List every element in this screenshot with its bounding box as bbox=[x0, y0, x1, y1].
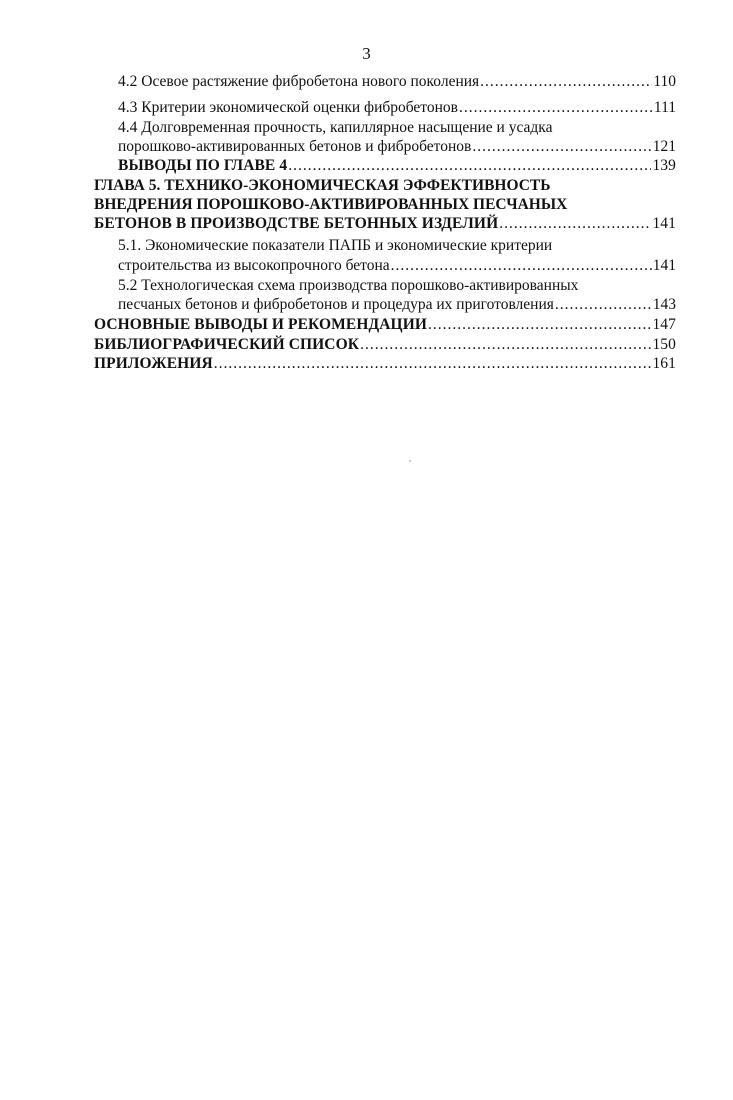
toc-chapter5-line1: ГЛАВА 5. ТЕХНИКО-ЭКОНОМИЧЕСКАЯ ЭФФЕКТИВНОСТЬ bbox=[94, 177, 551, 194]
toc-entry-title: БИБЛИОГРАФИЧЕСКИЙ СПИСОК bbox=[94, 336, 360, 353]
toc-entry-4-3[interactable] bbox=[118, 98, 676, 117]
toc-entry-title: песчаных бетонов и фибробетонов и процедура их приготовления bbox=[118, 296, 554, 313]
toc-entry-4-4-line1: 4.4 Долговременная прочность, капиллярное насыщение и усадка bbox=[118, 119, 553, 136]
toc-entry-5-2[interactable] bbox=[118, 295, 676, 314]
page-number: 3 bbox=[362, 44, 371, 63]
toc-entry-page: 139 bbox=[652, 157, 676, 174]
toc-entry-5-2-line1: 5.2 Технологическая схема производства порошково-активированных bbox=[118, 277, 579, 294]
toc-leader-dots bbox=[499, 214, 651, 233]
toc-entry-page: 150 bbox=[652, 336, 676, 353]
toc-entry-appendices[interactable] bbox=[94, 354, 676, 373]
toc-entry-5-1-line1: 5.1. Экономические показатели ПАПБ и экономические критерии bbox=[118, 237, 553, 254]
toc-entry-title: строительства из высокопрочного бетона bbox=[118, 257, 390, 274]
toc-entry-chapter5[interactable] bbox=[94, 214, 676, 233]
toc-entry-4-4[interactable] bbox=[118, 137, 676, 156]
toc-entry-title: 4.3 Критерии экономической оценки фибробетонов bbox=[118, 99, 458, 116]
toc-entry-page: 161 bbox=[652, 355, 676, 372]
toc-leader-dots bbox=[214, 354, 652, 373]
toc-entry-page: 110 bbox=[653, 73, 676, 90]
toc-leader-dots bbox=[391, 256, 652, 275]
toc-leader-dots bbox=[428, 315, 651, 334]
toc-entry-conclusions-ch4[interactable] bbox=[118, 156, 676, 175]
toc-entry-title: ПРИЛОЖЕНИЯ bbox=[94, 355, 213, 372]
toc-entry-page: 141 bbox=[652, 257, 676, 274]
toc-entry-title: БЕТОНОВ В ПРОИЗВОДСТВЕ БЕТОННЫХ ИЗДЕЛИЙ bbox=[94, 215, 499, 232]
toc-leader-dots bbox=[288, 156, 651, 175]
toc-entry-page: 111 bbox=[653, 99, 676, 116]
toc-leader-dots bbox=[480, 72, 652, 91]
scan-speck bbox=[409, 460, 411, 462]
toc-entry-page: 147 bbox=[652, 316, 676, 333]
toc-leader-dots bbox=[360, 335, 651, 354]
toc-entry-page: 143 bbox=[652, 296, 676, 313]
toc-entry-title: порошково-активированных бетонов и фибробетонов bbox=[118, 138, 472, 155]
toc-leader-dots bbox=[472, 137, 651, 156]
toc-entry-page: 121 bbox=[652, 138, 676, 155]
toc-chapter5-line2: ВНЕДРЕНИЯ ПОРОШКОВО-АКТИВИРОВАННЫХ ПЕСЧАНЫХ bbox=[94, 196, 568, 213]
toc-entry-title: ВЫВОДЫ ПО ГЛАВЕ 4 bbox=[118, 157, 288, 174]
toc-entry-4-2[interactable] bbox=[118, 72, 676, 91]
toc-entry-title: ОСНОВНЫЕ ВЫВОДЫ И РЕКОМЕНДАЦИИ bbox=[94, 316, 428, 333]
toc-entry-bibliography[interactable] bbox=[94, 335, 676, 354]
toc-entry-5-1[interactable] bbox=[118, 256, 676, 275]
toc-leader-dots bbox=[555, 295, 652, 314]
toc-entry-main-conclusions[interactable] bbox=[94, 315, 676, 334]
toc-entry-page: 141 bbox=[652, 215, 676, 232]
toc-entry-title: 4.2 Осевое растяжение фибробетона нового поколения bbox=[118, 73, 480, 90]
toc-leader-dots bbox=[459, 98, 653, 117]
